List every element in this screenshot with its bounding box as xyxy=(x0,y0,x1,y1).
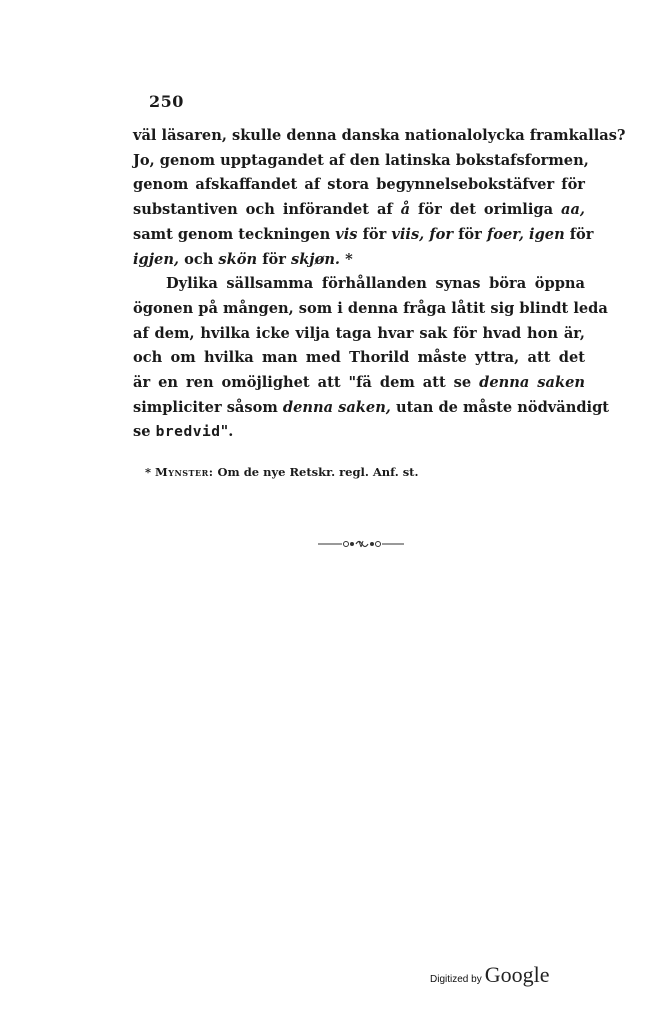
spaced-word: bredvid xyxy=(155,423,221,441)
text-segment: för xyxy=(564,225,594,243)
text-segment: substantiven och införandet af xyxy=(133,201,401,219)
text-line xyxy=(133,396,610,421)
text-line: väl läsaren, skulle denna danska nationalolycka framkallas? xyxy=(133,127,626,144)
italic-word: viis, xyxy=(391,225,425,243)
text-line xyxy=(133,248,585,273)
footnote-text: Om de nye Retskr. regl. Anf. st. xyxy=(217,465,419,479)
italic-word: igen xyxy=(529,225,565,243)
text-segment: utan de måste nödvändigt xyxy=(390,398,610,416)
text-segment: är en ren omöjlighet att "fä dem att se xyxy=(133,374,480,392)
text-line: Dylika sällsamma förhållanden synas böra öppna xyxy=(166,275,585,293)
text-segment: för xyxy=(357,225,392,243)
text-segment: se xyxy=(133,423,156,441)
text-segment: och xyxy=(179,250,219,268)
italic-word: denna saken xyxy=(479,374,585,392)
digitized-watermark xyxy=(430,962,549,988)
text-line xyxy=(133,371,585,396)
italic-word: aa, xyxy=(561,201,585,219)
text-segment: för det orimliga xyxy=(410,201,561,219)
text-line: af dem, hvilka icke vilja taga hvar sak för hvad hon är, xyxy=(133,324,585,342)
watermark-prefix: Digitized by xyxy=(430,974,482,985)
text-line xyxy=(133,420,585,445)
italic-word: skön xyxy=(218,250,258,268)
text-segment: för xyxy=(453,225,487,243)
footnote-asterisk: * xyxy=(145,465,152,479)
footnote-author: Mynster: xyxy=(155,465,214,479)
text-segment: för xyxy=(257,250,291,268)
text-line xyxy=(133,223,594,248)
text-line: och om hvilka man med Thorild måste yttra, att det xyxy=(133,349,585,367)
italic-word: denna saken, xyxy=(282,398,391,416)
text-segment: samt genom teckningen xyxy=(133,225,336,243)
text-line xyxy=(133,198,585,223)
text-segment: ". xyxy=(220,423,234,441)
footnote-marker: * xyxy=(340,250,353,268)
page-number: 250 xyxy=(149,92,184,111)
ornament-divider-icon xyxy=(318,537,404,551)
footnote xyxy=(145,465,419,479)
italic-word: skjøn. xyxy=(290,250,341,268)
watermark-brand: Google xyxy=(484,962,550,987)
italic-word: foer, xyxy=(486,225,524,243)
text-segment: simpliciter såsom xyxy=(133,398,283,416)
italic-word: å xyxy=(400,201,411,219)
text-line: Jo, genom upptagandet af den latinska bokstafsformen, xyxy=(133,151,589,169)
text-line: ögonen på mången, som i denna fråga låtit sig blindt leda xyxy=(133,299,608,317)
body-text xyxy=(133,124,626,445)
italic-word: igjen, xyxy=(133,250,180,268)
text-line: genom afskaffandet af stora begynnelsebokstäfver för xyxy=(133,176,585,194)
italic-word: for xyxy=(429,225,454,243)
italic-word: vis xyxy=(335,225,358,243)
